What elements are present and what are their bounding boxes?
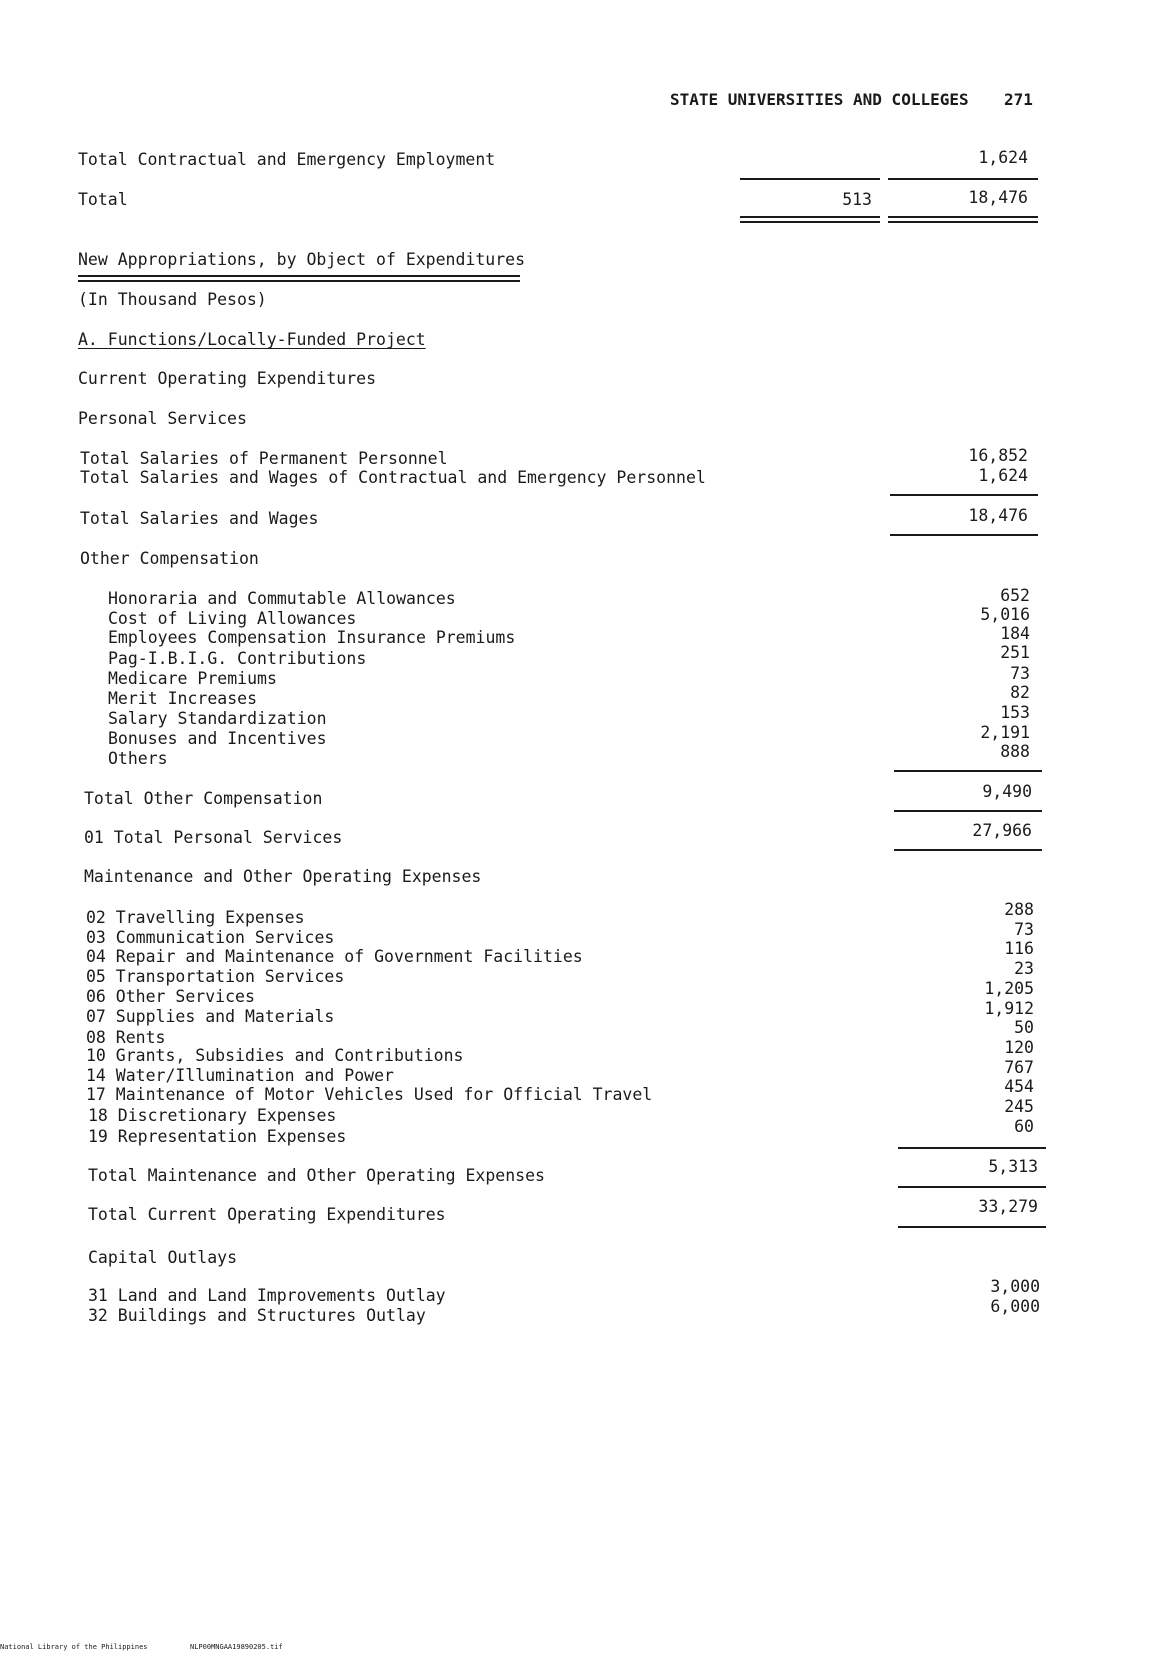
rule bbox=[740, 178, 880, 180]
mooe-label: 04 Repair and Maintenance of Government Facilities bbox=[86, 947, 583, 966]
contractual-employment-label: Total Contractual and Emergency Employment bbox=[78, 150, 496, 169]
total-mooe-label: Total Maintenance and Other Operating Expenses bbox=[88, 1166, 545, 1185]
rule bbox=[898, 1186, 1046, 1188]
title-underline bbox=[78, 280, 520, 282]
other-comp-heading: Other Compensation bbox=[80, 549, 259, 568]
double-rule bbox=[888, 216, 1038, 218]
mooe-value: 1,912 bbox=[984, 999, 1034, 1018]
total-value: 18,476 bbox=[968, 188, 1028, 207]
mooe-value: 50 bbox=[1014, 1018, 1034, 1037]
total-label: Total bbox=[78, 190, 128, 209]
mooe-value: 767 bbox=[1004, 1058, 1034, 1077]
current-operating-heading: Current Operating Expenditures bbox=[78, 369, 377, 388]
other-comp-label: Salary Standardization bbox=[108, 709, 327, 728]
mooe-value: 60 bbox=[1014, 1117, 1034, 1136]
mooe-label: 10 Grants, Subsidies and Contributions bbox=[86, 1046, 464, 1065]
mooe-label: 18 Discretionary Expenses bbox=[88, 1106, 337, 1125]
other-comp-label: Medicare Premiums bbox=[108, 669, 277, 688]
unit-note: (In Thousand Pesos) bbox=[78, 290, 267, 309]
total-salaries-label: Total Salaries and Wages bbox=[80, 509, 319, 528]
total-personal-services-value: 27,966 bbox=[972, 821, 1032, 840]
mooe-value: 120 bbox=[1004, 1038, 1034, 1057]
total-other-comp-label: Total Other Compensation bbox=[84, 789, 323, 808]
salary-value: 16,852 bbox=[968, 446, 1028, 465]
mooe-value: 288 bbox=[1004, 900, 1034, 919]
capital-value: 3,000 bbox=[990, 1277, 1040, 1296]
mooe-value: 454 bbox=[1004, 1077, 1034, 1096]
other-comp-value: 251 bbox=[1000, 643, 1030, 662]
total-count: 513 bbox=[842, 190, 872, 209]
mooe-label: 03 Communication Services bbox=[86, 928, 335, 947]
total-salaries-value: 18,476 bbox=[968, 506, 1028, 525]
capital-outlays-heading: Capital Outlays bbox=[88, 1248, 238, 1267]
total-personal-services-label: 01 Total Personal Services bbox=[84, 828, 343, 847]
title-underline bbox=[78, 275, 520, 277]
double-rule bbox=[740, 221, 880, 223]
mooe-label: 02 Travelling Expenses bbox=[86, 908, 305, 927]
total-other-comp-value: 9,490 bbox=[982, 782, 1032, 801]
other-comp-label: Cost of Living Allowances bbox=[108, 609, 357, 628]
rule bbox=[894, 770, 1042, 772]
other-comp-value: 2,191 bbox=[980, 723, 1030, 742]
capital-value: 6,000 bbox=[990, 1297, 1040, 1316]
document-title: New Appropriations, by Object of Expenditures bbox=[78, 250, 526, 269]
contractual-employment-value: 1,624 bbox=[978, 148, 1028, 167]
other-comp-value: 652 bbox=[1000, 586, 1030, 605]
mooe-value: 116 bbox=[1004, 939, 1034, 958]
mooe-label: 07 Supplies and Materials bbox=[86, 1007, 335, 1026]
total-mooe-value: 5,313 bbox=[988, 1157, 1038, 1176]
rule bbox=[890, 534, 1038, 536]
rule bbox=[894, 810, 1042, 812]
personal-services-heading: Personal Services bbox=[78, 409, 247, 428]
rule bbox=[898, 1226, 1046, 1228]
salary-value: 1,624 bbox=[978, 466, 1028, 485]
section-a-heading: A. Functions/Locally-Funded Project bbox=[78, 330, 426, 349]
mooe-label: 05 Transportation Services bbox=[86, 967, 345, 986]
footer-library: National Library of the Philippines bbox=[0, 1643, 148, 1651]
other-comp-value: 5,016 bbox=[980, 605, 1030, 624]
salary-label: Total Salaries and Wages of Contractual and Emergency Personnel bbox=[80, 468, 706, 487]
footer-file: NLP00MNGAA19890205.tif bbox=[190, 1643, 283, 1651]
rule bbox=[894, 849, 1042, 851]
other-comp-label: Others bbox=[108, 749, 168, 768]
other-comp-label: Honoraria and Commutable Allowances bbox=[108, 589, 456, 608]
other-comp-value: 82 bbox=[1010, 683, 1030, 702]
rule bbox=[898, 1147, 1046, 1149]
other-comp-label: Employees Compensation Insurance Premiums bbox=[108, 628, 516, 647]
double-rule bbox=[740, 216, 880, 218]
mooe-value: 23 bbox=[1014, 959, 1034, 978]
capital-label: 32 Buildings and Structures Outlay bbox=[88, 1306, 426, 1325]
page-section-header: STATE UNIVERSITIES AND COLLEGES bbox=[670, 90, 969, 109]
other-comp-label: Pag-I.B.I.G. Contributions bbox=[108, 649, 367, 668]
other-comp-value: 888 bbox=[1000, 742, 1030, 761]
mooe-label: 06 Other Services bbox=[86, 987, 255, 1006]
page-number: 271 bbox=[1004, 90, 1033, 109]
mooe-label: 19 Representation Expenses bbox=[88, 1127, 347, 1146]
other-comp-value: 184 bbox=[1000, 624, 1030, 643]
total-current-operating-value: 33,279 bbox=[978, 1197, 1038, 1216]
salary-label: Total Salaries of Permanent Personnel bbox=[80, 449, 448, 468]
double-rule bbox=[888, 221, 1038, 223]
total-current-operating-label: Total Current Operating Expenditures bbox=[88, 1205, 446, 1224]
mooe-label: 17 Maintenance of Motor Vehicles Used for Official Travel bbox=[86, 1085, 653, 1104]
mooe-label: 08 Rents bbox=[86, 1028, 166, 1047]
other-comp-label: Bonuses and Incentives bbox=[108, 729, 327, 748]
rule bbox=[888, 178, 1038, 180]
other-comp-label: Merit Increases bbox=[108, 689, 258, 708]
mooe-value: 73 bbox=[1014, 920, 1034, 939]
mooe-heading: Maintenance and Other Operating Expenses bbox=[84, 867, 482, 886]
other-comp-value: 73 bbox=[1010, 664, 1030, 683]
rule bbox=[890, 494, 1038, 496]
mooe-label: 14 Water/Illumination and Power bbox=[86, 1066, 394, 1085]
mooe-value: 1,205 bbox=[984, 979, 1034, 998]
capital-label: 31 Land and Land Improvements Outlay bbox=[88, 1286, 446, 1305]
mooe-value: 245 bbox=[1004, 1097, 1034, 1116]
other-comp-value: 153 bbox=[1000, 703, 1030, 722]
